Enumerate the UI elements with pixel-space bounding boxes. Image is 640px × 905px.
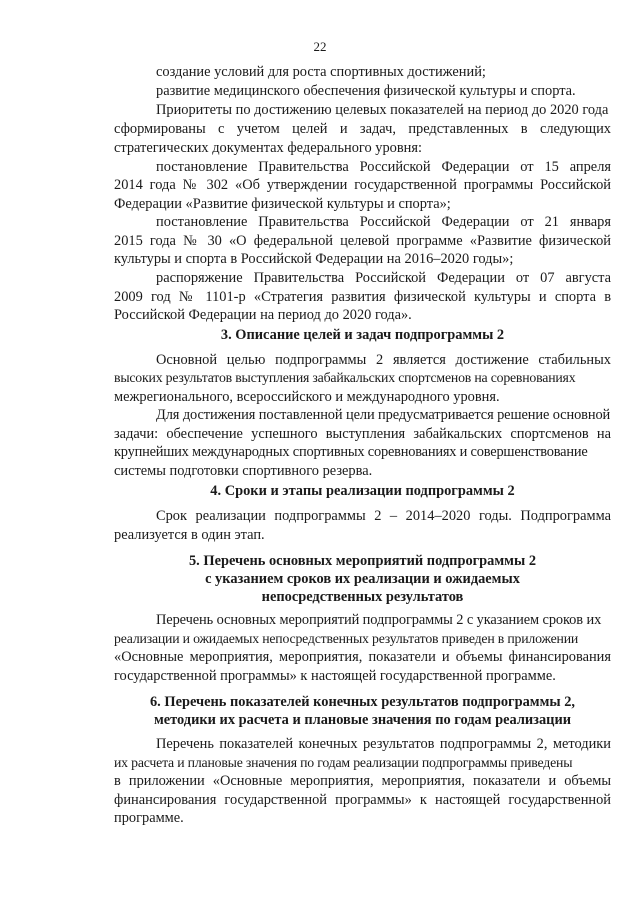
section-3-line: задачи: обеспечение успешного выступления забайкальских спортсменов на bbox=[114, 426, 611, 442]
intro-line: Федерации «Развитие физической культуры и спорта»; bbox=[114, 196, 451, 212]
section-6-heading: методики их расчета и плановые значения по годам реализации bbox=[153, 712, 572, 728]
section-4-line: реализуется в один этап. bbox=[114, 527, 265, 543]
section-3-line: Для достижения поставленной цели предусматривается решение основной bbox=[156, 407, 611, 423]
section-5-line: «Основные мероприятия, мероприятия, показатели и объемы финансирования bbox=[114, 649, 611, 665]
intro-line: развитие медицинского обеспечения физической культуры и спорта. bbox=[156, 83, 576, 99]
section-5-heading: с указанием сроков их реализации и ожидаемых bbox=[205, 571, 520, 587]
section-3-line: крупнейших международных спортивных соревнованиях и совершенствование bbox=[114, 444, 588, 460]
intro-line: создание условий для роста спортивных достижений; bbox=[156, 64, 486, 80]
section-6-heading: 6. Перечень показателей конечных результатов подпрограммы 2, bbox=[149, 694, 576, 710]
section-6-line: Перечень показателей конечных результатов подпрограммы 2, методики bbox=[156, 736, 611, 752]
section-5-line: государственной программы» к настоящей государственной программе. bbox=[114, 668, 556, 684]
section-6-line: их расчета и плановые значения по годам реализации подпрограммы приведены bbox=[114, 755, 573, 770]
intro-line: постановление Правительства Российской Федерации от 21 января bbox=[156, 214, 611, 230]
section-4-heading: 4. Сроки и этапы реализации подпрограммы 2 bbox=[210, 483, 515, 499]
section-3-line: системы подготовки спортивного резерва. bbox=[114, 463, 373, 479]
section-3-line: Основной целью подпрограммы 2 является достижение стабильных bbox=[156, 352, 611, 368]
page-number: 22 bbox=[313, 39, 327, 54]
section-3-heading: 3. Описание целей и задач подпрограммы 2 bbox=[220, 327, 505, 343]
section-6-line: в приложении «Основные мероприятия, мероприятия, показатели и объемы bbox=[114, 773, 611, 789]
section-3-line: межрегионального, всероссийского и международного уровня. bbox=[114, 389, 500, 405]
intro-line: 2014 года № 302 «Об утверждении государственной программы Российской bbox=[114, 177, 611, 193]
intro-line: сформированы с учетом целей и задач, представленных в следующих bbox=[114, 121, 611, 137]
intro-line: 2015 года № 30 «О федеральной целевой программе «Развитие физической bbox=[114, 233, 611, 249]
intro-line: постановление Правительства Российской Федерации от 15 апреля bbox=[156, 159, 611, 175]
intro-line: культуры и спорта в Российской Федерации на 2016–2020 годы»; bbox=[114, 251, 514, 267]
intro-line: стратегических документах федерального уровня: bbox=[114, 140, 422, 156]
section-5-heading: непосредственных результатов bbox=[261, 589, 464, 605]
section-3-line: высоких результатов выступления забайкальских спортсменов на соревнованиях bbox=[114, 370, 576, 385]
intro-line: распоряжение Правительства Российской Федерации от 07 августа bbox=[156, 270, 611, 286]
section-5-heading: 5. Перечень основных мероприятий подпрограммы 2 bbox=[188, 553, 537, 569]
section-5-line: реализации и ожидаемых непосредственных результатов приведен в приложении bbox=[114, 631, 579, 646]
section-5-line: Перечень основных мероприятий подпрограммы 2 с указанием сроков их bbox=[156, 612, 602, 628]
section-6-line: программе. bbox=[114, 810, 184, 826]
intro-line: Приоритеты по достижению целевых показателей на период до 2020 года bbox=[156, 102, 609, 118]
section-4-line: Срок реализации подпрограммы 2 – 2014–2020 годы. Подпрограмма bbox=[156, 508, 611, 524]
intro-line: Российской Федерации на период до 2020 года». bbox=[114, 307, 412, 323]
intro-line: 2009 год № 1101-р «Стратегия развития физической культуры и спорта в bbox=[114, 289, 611, 305]
section-6-line: финансирования государственной программы» к настоящей государственной bbox=[114, 792, 611, 808]
